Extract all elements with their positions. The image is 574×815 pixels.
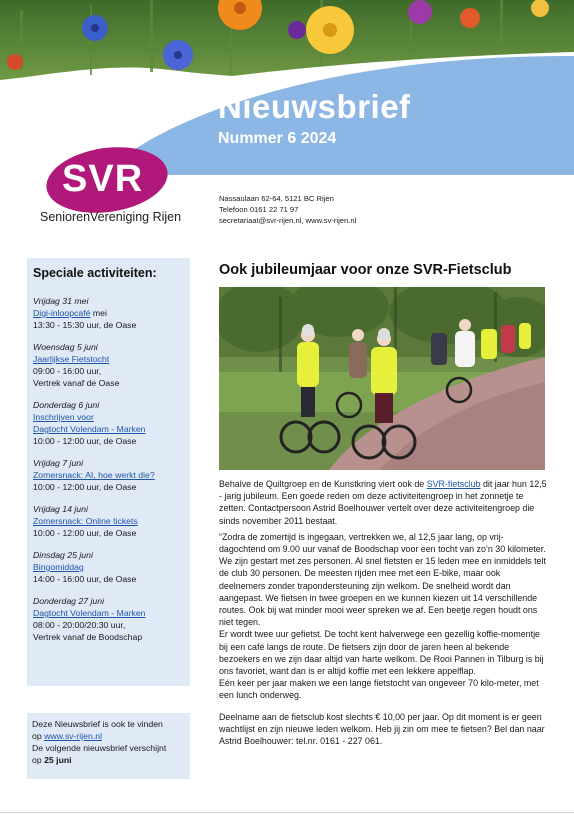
activity-link-suffix: mei (90, 308, 107, 318)
page-divider (0, 812, 574, 813)
cycling-group-photo (219, 287, 545, 470)
activity-time: 10:00 - 12:00 uur, de Oase (33, 436, 137, 446)
activity-item (33, 549, 184, 585)
activity-date: Vrijdag 14 juni (33, 504, 88, 514)
article-text: Behalve de Quiltgroep en de Kunstkring viert ook de (219, 479, 427, 489)
activity-time: 09:00 - 16:00 uur, (33, 366, 102, 376)
contact-address (219, 193, 356, 226)
activity-item (33, 457, 184, 493)
svr-logo (40, 148, 200, 233)
article-paragraph: Eén keer per jaar maken we een lange fietstocht van ongeveer 70 kilo-meter, met een lunch onderweg. (219, 678, 539, 701)
email-web-line: secretariaat@svr-rijen.nl, www.sv-rijen.nl (219, 216, 357, 225)
activity-location: Vertrek vanaf de Oase (33, 378, 120, 388)
activity-date: Vrijdag 7 juni (33, 458, 84, 468)
activity-date: Dinsdag 25 juni (33, 550, 93, 560)
fietsclub-link[interactable]: SVR-fietsclub (426, 479, 481, 489)
activity-item (33, 295, 184, 331)
activity-date: Donderdag 27 juni (33, 596, 105, 606)
cyclists-image (219, 287, 545, 470)
activity-time: 10:00 - 12:00 uur, de Oase (33, 482, 137, 492)
next-issue-date: 25 juni (44, 755, 72, 765)
article-paragraph: Er wordt twee uur gefietst. De tocht kent halverwege een gezellig koffie-momentje bij een café langs de route. De fietsers zijn door de jaren heen al bekende bezoekers en we zijn daar altijd van harte welkom. De Rooi Pannen in Tilburg is bij ons favoriet, want dan is er altijd koffie met een lekkere appelflap. (219, 629, 544, 677)
activity-time: 08:00 - 20:00/20:30 uur, (33, 620, 126, 630)
article-paragraph: “Zodra de zomertijd is ingegaan, vertrekken we, al 12,5 jaar lang, op vrij-dagochtend om 9.00 uur vanaf de Boodschap voor een tocht van zo’n 30 kilometer. We zijn gestart met zes personen. Al snel fietsten er 15 leden mee en inmiddels telt de club 30 personen. De meesten rijden mee met een E-bike, maar ook deelnemers zonder trapondersteuning zijn welkom. De snelheid wordt dan aangepast. We fietsen in twee groepen en we kunnen kiezen uit 14 verschillende routes. Ook bij wat minder mooi weer spreken we af. Een beetje regen houdt ons niet tegen. (219, 531, 546, 628)
logo-tagline: SeniorenVereniging Rijen (40, 210, 182, 224)
article-body (219, 478, 549, 747)
activity-item (33, 503, 184, 539)
newsletter-title: Nieuwsbrief (218, 88, 411, 125)
activity-date: Woensdag 5 juni (33, 342, 98, 352)
activity-item (33, 595, 184, 643)
activity-link[interactable]: Dagtocht Volendam - Marken (33, 424, 146, 434)
activity-time: 10:00 - 12:00 uur, de Oase (33, 528, 137, 538)
activity-link[interactable]: Zomersnack: AI, hoe werkt die? (33, 470, 155, 480)
activity-time: 14:00 - 16:00 uur, de Oase (33, 574, 137, 584)
activity-link[interactable]: Inschrijven voor (33, 412, 94, 422)
article-paragraph (219, 478, 549, 527)
activity-link[interactable]: Dagtocht Volendam - Marken (33, 608, 146, 618)
sidebar-heading: Speciale activiteiten: (33, 266, 157, 280)
activity-link[interactable]: Zomersnack: Online tickets (33, 516, 138, 526)
website-link[interactable]: www.sv-rijen.nl (44, 731, 103, 741)
phone-line: Telefoon 0161 22 71 97 (219, 205, 299, 214)
logo-letters: SVR (62, 158, 144, 200)
activity-link[interactable]: Jaarlijkse Fietstocht (33, 354, 110, 364)
article-paragraph: Deelname aan de fietsclub kost slechts € 10,00 per jaar. Op dit moment is er geen wachtlijst en zijn nieuwe leden welkom. Heb jij zin om mee te fietsen? Bel dan naar Astrid Boelhouwer: tel.nr. 0161 - 227 061. (219, 711, 545, 747)
article-title: Ook jubileumjaar voor onze SVR-Fietsclub (219, 262, 512, 278)
activity-link[interactable]: Bingomiddag (33, 562, 84, 572)
activity-link[interactable]: Digi-inloopcafé (33, 308, 91, 318)
activity-item (33, 341, 184, 389)
article-text: dit jaar hun 12,5 - jarig jubileum. Een goede reden om deze activiteitengroep in het zonnetje te zetten. Contactpersoon Astrid Boelhouwer vertelt over deze activiteitengroep die sinds november 2011 bestaat. (219, 479, 547, 526)
activity-date: Donderdag 6 juni (33, 400, 100, 410)
activity-time: 13:30 - 15:30 uur, de Oase (33, 320, 137, 330)
activity-location: Vertrek vanaf de Boodschap (33, 632, 143, 642)
info-prefix: op (32, 755, 45, 765)
info-prefix: op (32, 731, 45, 741)
activity-date: Vrijdag 31 mei (33, 296, 89, 306)
special-activities-sidebar (27, 258, 190, 686)
info-line: De volgende nieuwsbrief verschijnt (32, 743, 167, 753)
address-line: Nassaulaan 62-64, 5121 BC Rijen (219, 194, 334, 203)
issue-number: Nummer 6 2024 (218, 130, 337, 147)
info-line: Deze Nieuwsbrief is ook te vinden (32, 719, 163, 729)
newsletter-info-box (27, 713, 190, 779)
activity-item (33, 399, 184, 447)
